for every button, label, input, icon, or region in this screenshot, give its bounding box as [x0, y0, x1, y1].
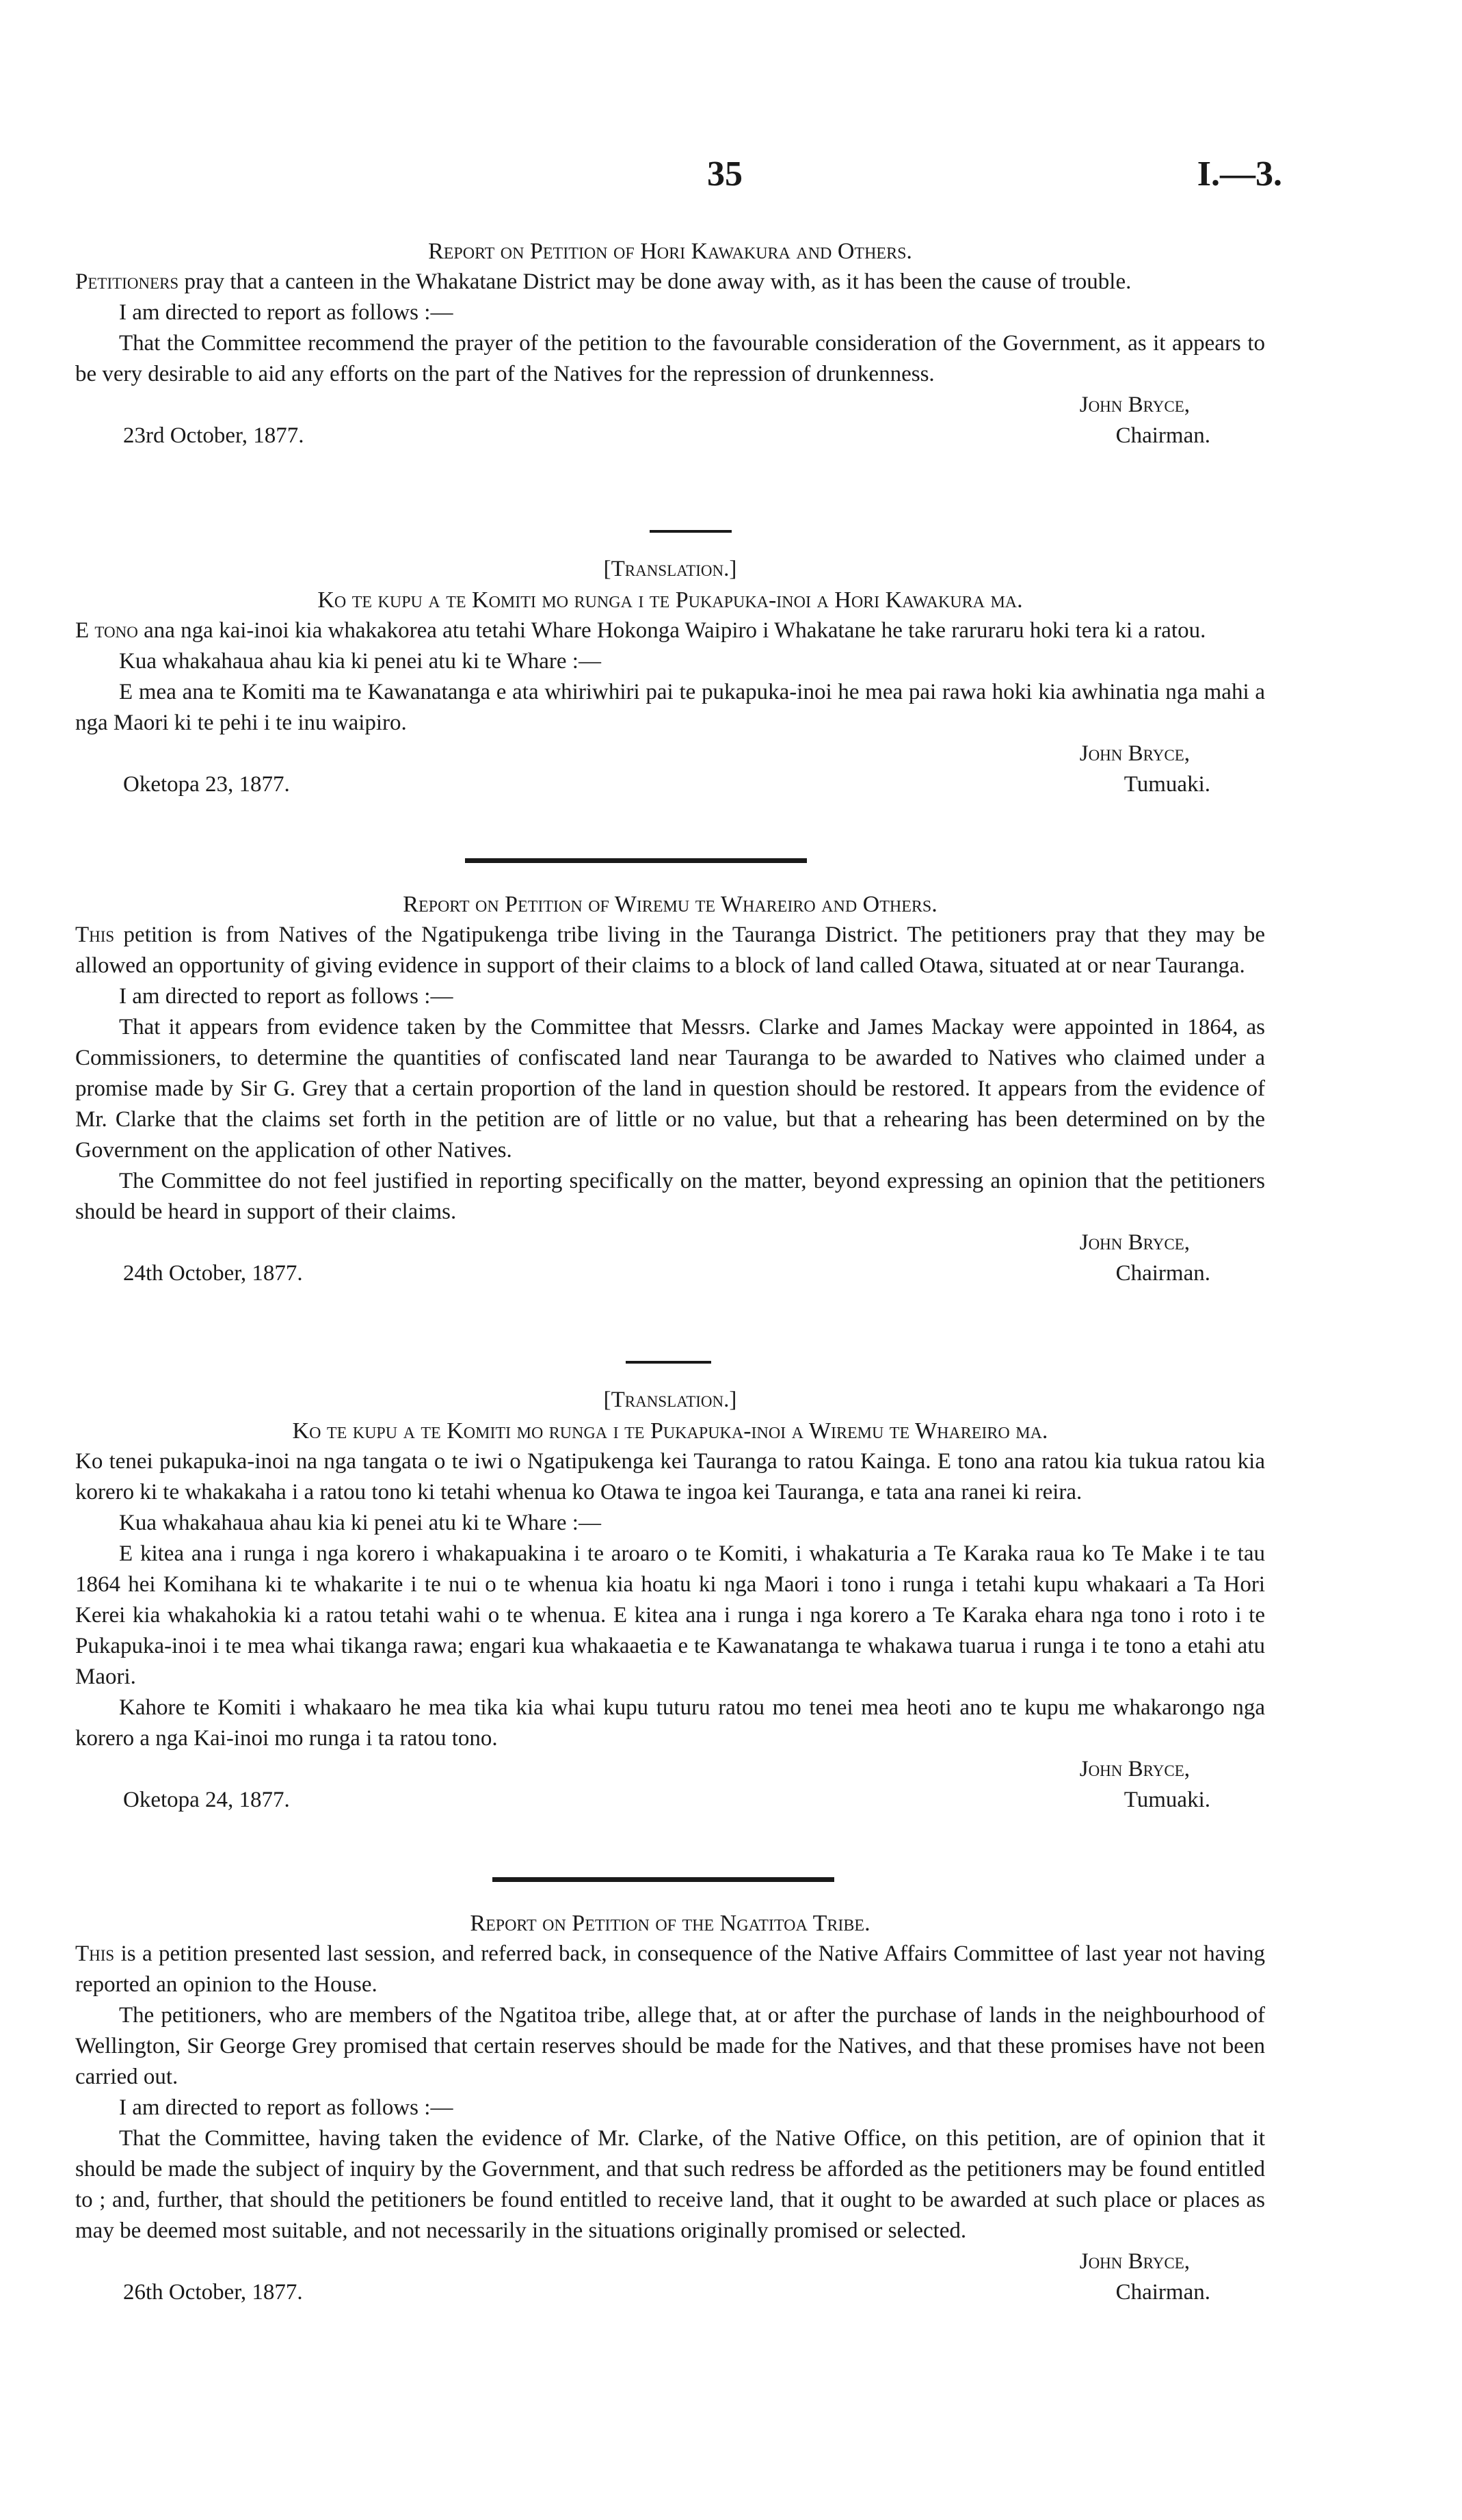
- signer-name: John Bryce,: [1079, 393, 1190, 417]
- paragraph: E mea ana te Komiti ma te Kawanatanga e ata whiriwhiri pai te pukapuka-inoi he mea pai rawa hoki kia awhinatia nga mahi a nga Maori ki te pehi i te inu waipiro.: [75, 680, 1265, 735]
- paragraph-text: ana nga kai-inoi kia whakakorea atu tetahi Whare Hokonga Waipiro i Whakatane he take raruraru hoki tera ki a ratou.: [137, 618, 1206, 643]
- paragraph: E kitea ana i runga i nga korero i whakapuakina i te aroaro o te Komiti, i whakaturia a Te Karaka raua ko Te Make i te tau 1864 hei Komihana ki te whakarite i te nui o te whenua kia hoatu ki nga Maori i tono i runga i tetahi kupu whakaari a Ta Hori Kerei kia whakahokia ki a ratou tetahi wahi o te whenua. E kitea ana i runga i nga korero a Te Karaka ehara nga tono i roto i te Pukapuka-inoi i te mea whai tikanga rawa; engari kua whakaaetia e te Kawanatanga te whakawa tuarua i runga i te tono a etahi atu Maori.: [75, 1541, 1265, 1689]
- paragraph: That it appears from evidence taken by the Committee that Messrs. Clarke and James Mackay were appointed in 1864, as Commissioners, to determine the quantities of confiscated land near Tauranga to be awarded to Natives who claimed under a promise made by Sir G. Grey that a certain proportion of the land in question should be restored. It appears from the evidence of Mr. Clarke that the claims set forth in the petition are of little or no value, but that a rehearing has been determined on by the Government on the application of other Natives.: [75, 1015, 1265, 1163]
- signer-name: John Bryce,: [1079, 1230, 1190, 1255]
- paragraph: Ko tenei pukapuka-inoi na nga tangata o te iwi o Ngatipukenga kei Tauranga to ratou Kainga. E tono ana ratou kia tukua ratou kia korero ki te whakakaha i a ratou tono ki tetahi whenua ko Otawa te ingoa kei Tauranga, e tata ana ranei ki reira.: [75, 1449, 1265, 1504]
- translation-wiremu-te-whareiro: [75, 1385, 1265, 1816]
- section-divider-thick: [465, 858, 807, 863]
- lead-words: This: [75, 923, 115, 947]
- paragraph: I am directed to report as follows :—: [119, 300, 453, 325]
- signer-name: John Bryce,: [1079, 1757, 1190, 1781]
- report-wiremu-te-whareiro: [75, 889, 1265, 1289]
- lead-words: E tono: [75, 618, 138, 643]
- section-heading: Ko te kupu a te Komiti mo runga i te Pukapuka-inoi a Wiremu te Whareiro ma.: [292, 1418, 1048, 1444]
- paragraph: I am directed to report as follows :—: [119, 984, 453, 1009]
- section-heading: Report on Petition of Wiremu te Whareiro and Others.: [403, 892, 938, 917]
- paragraph: That the Committee, having taken the evidence of Mr. Clarke, of the Native Office, on this petition, are of opinion that it should be made the subject of inquiry by the Government, and that such redress be afforded as the petitioners may be found entitled to ; and, further, that should the petitioners be found entitled to receive land, that it ought to be awarded at such place or places as may be deemed most suitable, and not necessarily in the situations originally promised or selected.: [75, 2126, 1265, 2243]
- report-ngatitoa-tribe: [75, 1908, 1265, 2308]
- report-hori-kawakura: [75, 236, 1265, 451]
- signature-row: [75, 1754, 1265, 1785]
- lead-words: Petitioners: [75, 269, 179, 294]
- paragraph: I am directed to report as follows :—: [119, 2095, 453, 2120]
- translation-hori-kawakura: [75, 554, 1265, 800]
- section-heading: Report on Petition of Hori Kawakura and Others.: [428, 239, 912, 264]
- signer-name: John Bryce,: [1079, 741, 1190, 766]
- date-row: [75, 769, 1265, 800]
- paragraph: Kua whakahaua ahau kia ki penei atu ki te Whare :—: [119, 649, 601, 674]
- section-divider-thick: [492, 1877, 834, 1882]
- paragraph: [75, 1939, 1265, 2000]
- signature-row: [75, 390, 1265, 421]
- signature-row: [75, 2246, 1265, 2277]
- section-divider: [650, 530, 732, 533]
- paragraph: [75, 615, 1265, 646]
- signer-name: John Bryce,: [1079, 2249, 1190, 2274]
- signer-role: Tumuaki.: [1124, 1788, 1210, 1812]
- paragraph-text: is a petition presented last session, and referred back, in consequence of the Native Affairs Committee of last year not having reported an opinion to the House.: [75, 1941, 1265, 1997]
- report-date: 24th October, 1877.: [123, 1261, 303, 1286]
- paragraph-text: petition is from Natives of the Ngatipukenga tribe living in the Tauranga District. The petitioners pray that they may be allowed an opportunity of giving evidence in support of their claims to a block of land called Otawa, situated at or near Tauranga.: [75, 923, 1265, 978]
- date-row: [75, 1258, 1265, 1289]
- page-number: 35: [707, 155, 743, 194]
- paragraph: That the Committee recommend the prayer of the petition to the favourable consideration of the Government, as it appears to be very desirable to aid any efforts on the part of the Natives for the repression of drunkenness.: [75, 331, 1265, 386]
- translation-label: [Translation.]: [603, 557, 737, 581]
- signer-role: Tumuaki.: [1124, 772, 1210, 797]
- signer-role: Chairman.: [1115, 423, 1210, 448]
- date-row: [75, 421, 1265, 451]
- paper-reference: I.—3.: [1197, 155, 1282, 194]
- paragraph: Kua whakahaua ahau kia ki penei atu ki te Whare :—: [119, 1511, 601, 1535]
- section-heading: Ko te kupu a te Komiti mo runga i te Pukapuka-inoi a Hori Kawakura ma.: [317, 587, 1023, 613]
- signature-row: [75, 739, 1265, 769]
- report-date: Oketopa 24, 1877.: [123, 1788, 290, 1812]
- paragraph: The Committee do not feel justified in reporting specifically on the matter, beyond expressing an opinion that the petitioners should be heard in support of their claims.: [75, 1169, 1265, 1224]
- paragraph: [75, 920, 1265, 981]
- lead-words: This: [75, 1941, 115, 1966]
- translation-label: [Translation.]: [603, 1388, 737, 1412]
- paragraph: Kahore te Komiti i whakaaro he mea tika kia whai kupu tuturu ratou mo tenei mea heoti ano te kupu me whakarongo nga korero a nga Kai-inoi mo runga i ta ratou tono.: [75, 1695, 1265, 1751]
- signer-role: Chairman.: [1115, 1261, 1210, 1286]
- report-date: Oketopa 23, 1877.: [123, 772, 290, 797]
- signer-role: Chairman.: [1115, 2280, 1210, 2305]
- signature-row: [75, 1228, 1265, 1258]
- report-date: 23rd October, 1877.: [123, 423, 304, 448]
- paragraph-text: pray that a canteen in the Whakatane District may be done away with, as it has been the cause of trouble.: [178, 269, 1132, 294]
- date-row: [75, 1785, 1265, 1816]
- paragraph: [75, 267, 1265, 297]
- report-date: 26th October, 1877.: [123, 2280, 303, 2305]
- section-heading: Report on Petition of the Ngatitoa Tribe.: [470, 1911, 870, 1936]
- section-divider: [626, 1361, 711, 1364]
- date-row: [75, 2277, 1265, 2308]
- paragraph: The petitioners, who are members of the Ngatitoa tribe, allege that, at or after the purchase of lands in the neighbourhood of Wellington, Sir George Grey promised that certain reserves should be made for the Natives, and that these promises have not been carried out.: [75, 2003, 1265, 2089]
